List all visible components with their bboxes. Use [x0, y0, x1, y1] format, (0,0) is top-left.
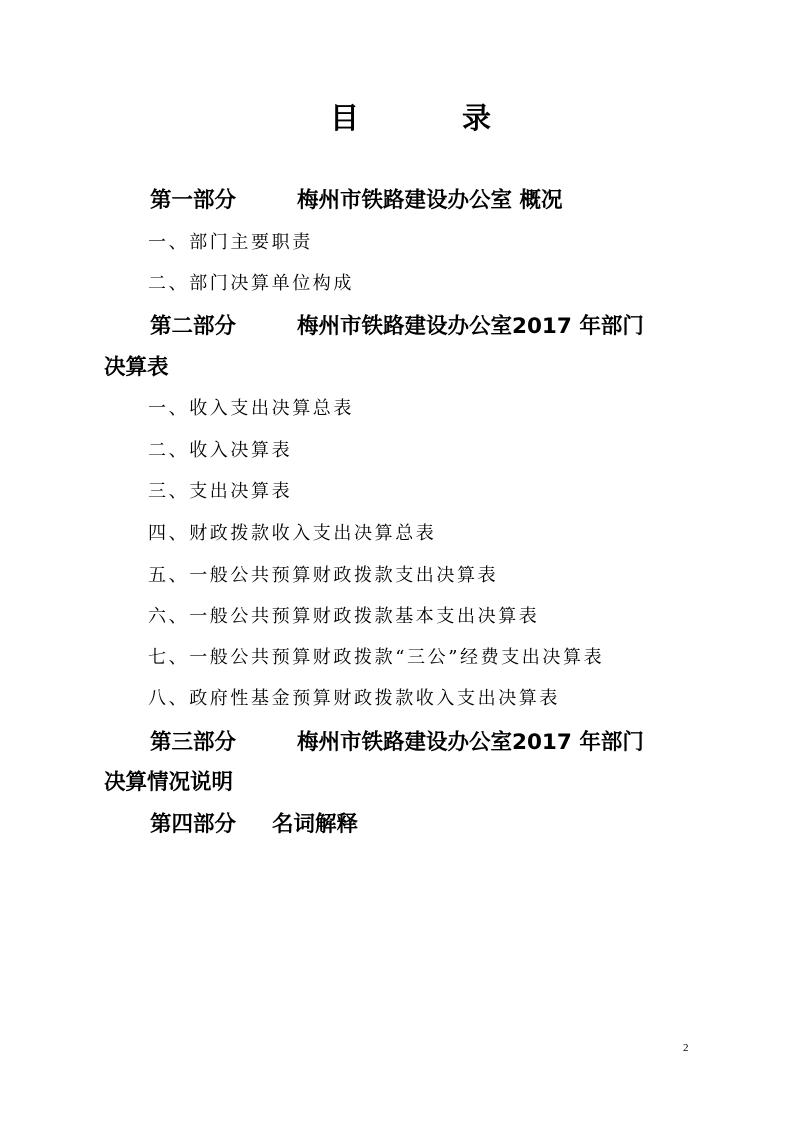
- section-2-heading: [150, 312, 644, 342]
- section-1-title: 梅州市铁路建设办公室 概况: [297, 188, 563, 213]
- section-4-heading: [150, 810, 358, 840]
- page-title: [0, 96, 793, 140]
- section-2-label: 第二部分: [150, 314, 237, 339]
- section-3-title: 梅州市铁路建设办公室2017 年部门: [297, 730, 644, 755]
- page-number: 2: [683, 1042, 689, 1054]
- section-4-label: 第四部分: [150, 812, 237, 837]
- section-3-title-cont: 决算情况说明: [104, 770, 234, 795]
- toc-item: 一、收入支出决算总表: [148, 398, 354, 419]
- toc-item: 二、部门决算单位构成: [148, 273, 354, 294]
- section-2-title: 梅州市铁路建设办公室2017 年部门: [297, 314, 644, 339]
- toc-item: 二、收入决算表: [148, 440, 293, 461]
- toc-item: 五、一般公共预算财政拨款支出决算表: [148, 565, 499, 586]
- title-char-2: 录: [462, 101, 492, 135]
- title-char-1: 目: [330, 101, 360, 135]
- section-3-heading: [150, 728, 644, 758]
- section-3-label: 第三部分: [150, 730, 237, 755]
- section-4-title: 名词解释: [272, 812, 359, 837]
- toc-item: 三、支出决算表: [148, 481, 293, 502]
- section-1-heading: [150, 186, 563, 216]
- section-2-title-cont: 决算表: [104, 355, 169, 380]
- section-1-label: 第一部分: [150, 188, 237, 213]
- toc-item: 一、部门主要职责: [148, 232, 313, 253]
- toc-item: 七、一般公共预算财政拨款“三公”经费支出决算表: [148, 647, 605, 668]
- toc-item: 四、财政拨款收入支出决算总表: [148, 523, 437, 544]
- toc-item: 八、政府性基金预算财政拨款收入支出决算表: [148, 688, 560, 709]
- toc-item: 六、一般公共预算财政拨款基本支出决算表: [148, 606, 540, 627]
